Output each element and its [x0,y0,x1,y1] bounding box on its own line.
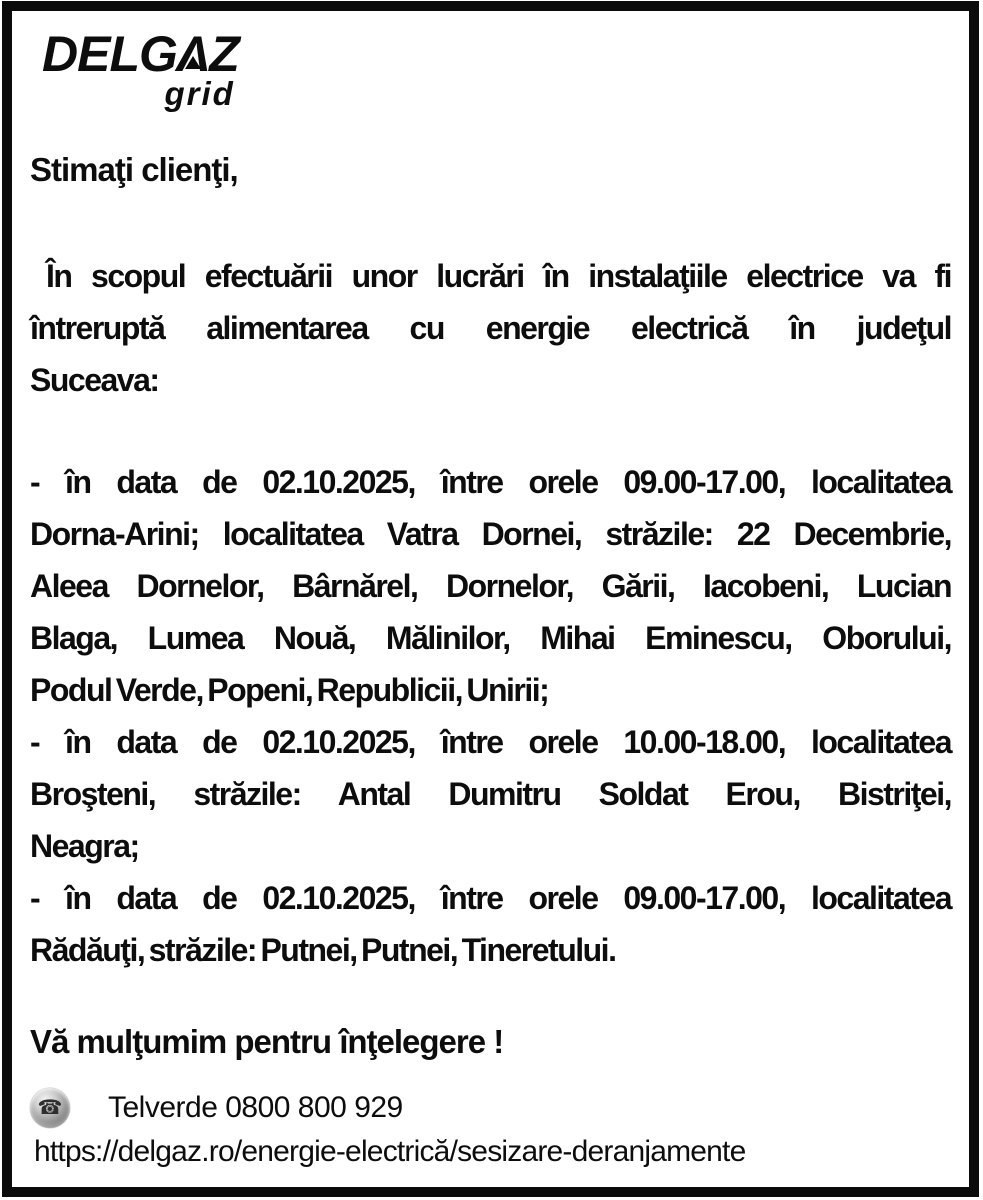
outage-line: Neagra; [30,828,139,864]
logo-grid-text: grid [164,75,235,112]
delgaz-logo [42,26,239,112]
outage-line: - în data de 02.10.2025, între orele 09.00-17.00, localitatea [30,880,951,916]
outage-line: Dorna-Arini; localitatea Vatra Dornei, străzile: 22 Decembrie, [30,516,951,552]
outage-list [30,456,951,976]
outage-line: - în data de 02.10.2025, între orele 09.00-17.00, localitatea [30,464,951,500]
telverde-label: Telverde 0800 800 929 [108,1091,403,1124]
body-line: Suceava: [30,362,159,398]
body-line: întreruptă alimentarea cu energie electrică în judeţul [30,310,951,346]
logo-brand-text [42,26,239,82]
outage-line: Rădăuţi, străzile: Putnei, Putnei, Tineretului. [30,932,616,968]
contact-phone-row [30,1088,951,1128]
logo-a-triangle [185,56,201,69]
contact-url: https://delgaz.ro/energie-electrică/sesizare-deranjamente [34,1135,746,1168]
outage-line: Aleea Dornelor, Bârnărel, Dornelor, Gării, Iacobeni, Lucian [30,568,951,604]
intro-paragraph [30,250,951,406]
greeting-text: Stimaţi clienţi, [30,151,238,188]
logo-brand-wordmark: DELGΛZ [42,26,239,82]
thanks-text: Vă mulţumim pentru înţelegere ! [30,1023,504,1060]
phone-icon: ☎ [30,1088,70,1128]
outage-line: Broşteni, străzile: Antal Dumitru Soldat Erou, Bistriţei, [30,776,951,812]
outage-line: Blaga, Lumea Nouă, Mălinilor, Mihai Eminescu, Oborului, [30,620,951,656]
outage-line: Podul Verde, Popeni, Republicii, Unirii; [30,672,549,708]
body-line: În scopul efectuării unor lucrări în instalaţiile electrice va fi [46,258,951,294]
outage-line: - în data de 02.10.2025, între orele 10.00-18.00, localitatea [30,724,951,760]
page-border [2,1,979,1197]
